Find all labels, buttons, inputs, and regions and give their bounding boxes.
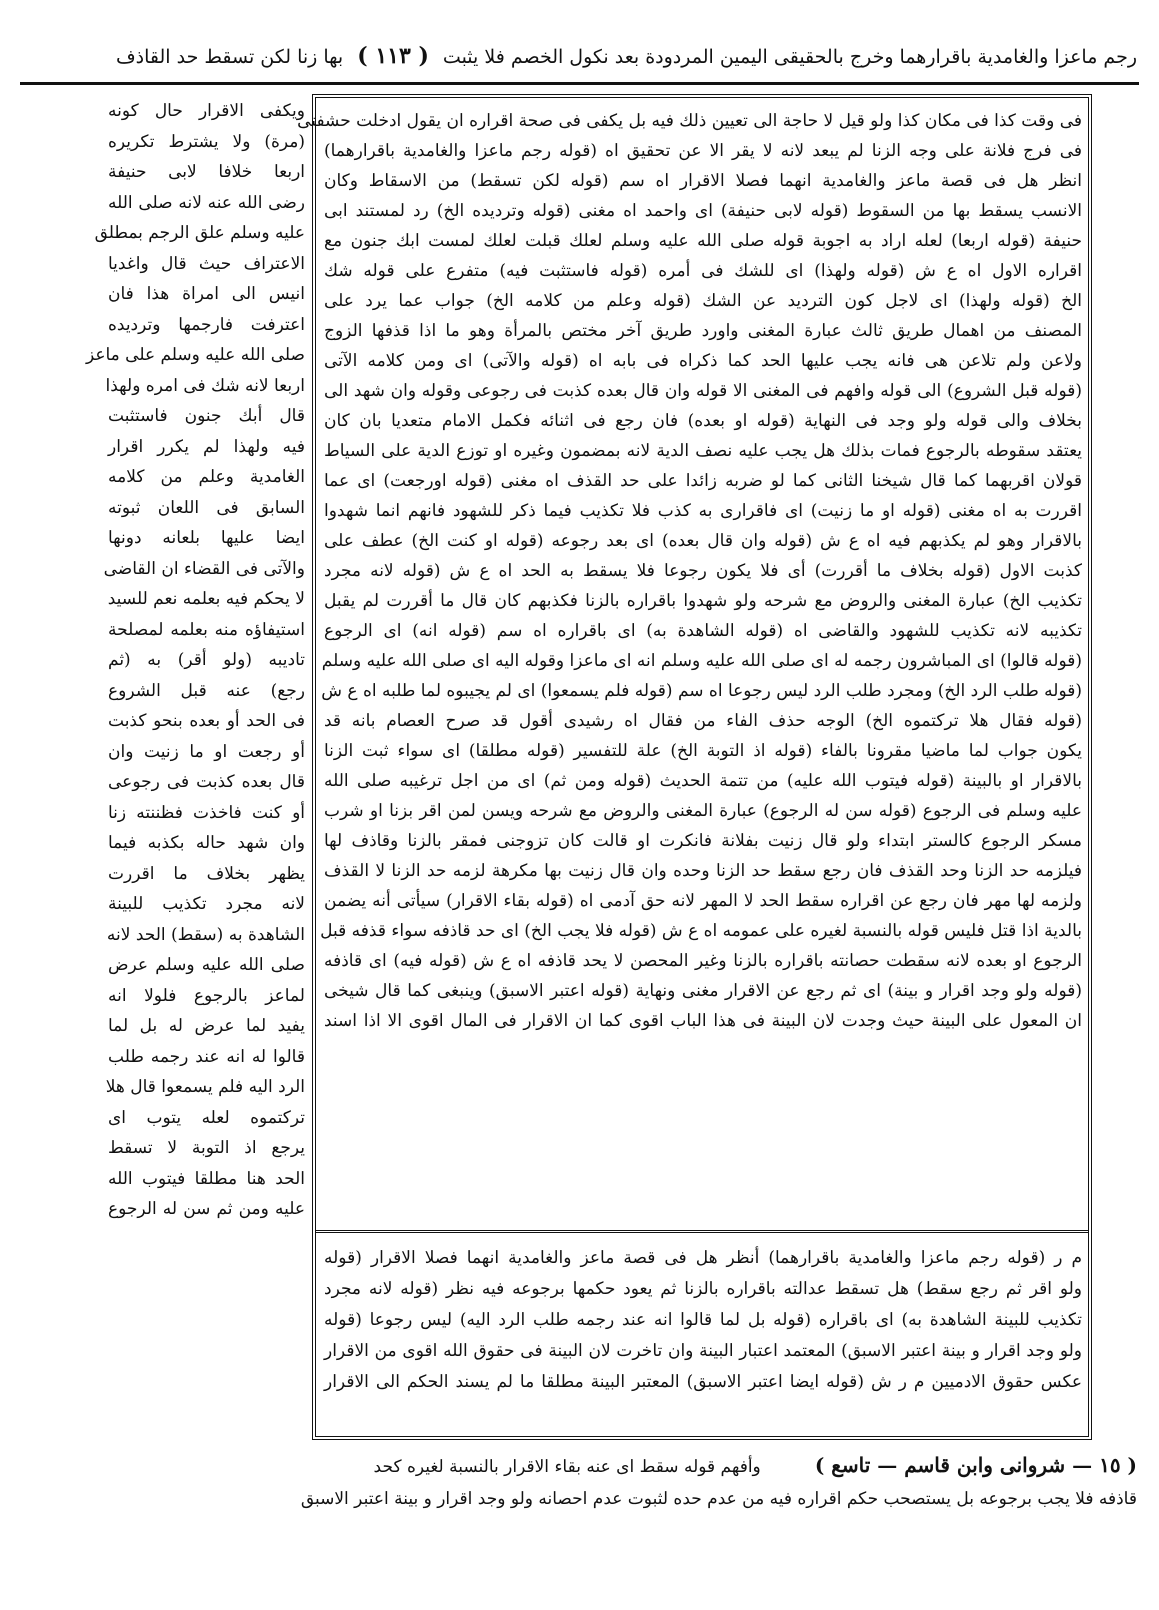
matn-line: صلى الله عليه وسلم على ماعز: [85, 345, 305, 365]
matn-line: يرجع اذ التوبة لا تسقط: [108, 1138, 305, 1158]
commentary-line: فى فرج فلانة على وجه الزنا لم يبعد لانه لا يقر الا عن تحقيق اه (قوله رجم ماعزا والغامدية باقرارهما): [324, 141, 1082, 161]
commentary-line: بخلاف والى قوله ولو وجد فى النهاية (قوله او بعده) فان رجع فى اثنائه فكمل الامام متعديا بان كان: [324, 411, 1082, 431]
commentary-line: قولان اقربهما كما قال شيخنا الثانى كما لو ضربه زائدا على حد القذف اه مغنى (قوله اورجعت) اى عما: [324, 471, 1082, 491]
matn-line: الشاهدة به (سقط) الحد لانه: [106, 924, 305, 945]
lower-note-line: عكس حقوق الادميين م ر ش (قوله ايضا اعتبر الاسبق) المعتبر البينة مطلقا ما لم يسند الحكم الى الاقرار: [324, 1372, 1082, 1392]
matn-line: قال أبك جنون فاستثبت: [108, 406, 305, 426]
matn-line: لماعز بالرجوع فلولا انه: [108, 985, 305, 1006]
commentary-line: (قوله قالوا) اى المباشرون رجمه له اى صلى الله عليه وسلم انه اى ماعزا وقوله اليه اى صلى الله عليه وسلم: [321, 651, 1082, 671]
commentary-line: المصنف من اهمال طريق ثالث عبارة المغنى واورد طريق آخر مختص بالمرأة وهو ما اذا قذفها الزوج: [324, 321, 1082, 341]
lower-note-line: تكذيب للبينة الشاهدة به) اى باقراره (قوله بل لما قالوا انه عند رجمه طلب الرد اليه) ليس رجوعا (قوله: [324, 1310, 1082, 1330]
footer-text: [22, 1448, 1137, 1568]
commentary-line: (قوله طلب الرد الخ) ومجرد طلب الرد ليس رجوعا اه سم (قوله فلم يسمعوا) اى لم يجيبوه لما طلبه اه ع ش: [321, 681, 1082, 701]
matn-line: فيه ولهذا لم يكرر اقرار: [108, 436, 305, 457]
commentary-line: اقررت به اه مغنى (قوله او ما زنيت) اى فاقرارى به كذب فلا تكذيب فيما ذكر للشهود فانهم انما شهدوا: [324, 501, 1082, 521]
lower-note-line: م ر (قوله رجم ماعزا والغامدية باقرارهما) أنظر هل فى قصة ماعز والغامدية انهما فصلا الاقرار (قوله: [324, 1248, 1082, 1268]
commentary-line: ولاعن ولم تلاعن هى فانه يجب عليها الحد كما ذكراه فى بابه اه (قوله والآتى) اى ومن كلامه الآتى: [324, 351, 1082, 371]
commentary-line: انظر هل فى قصة ماعز والغامدية انهما فصلا الاقرار اه سم (قوله لكن تسقط) من الاسقاط وكان: [324, 171, 1082, 191]
commentary-line: يكون جواب لما ماضيا مقرونا بالفاء (قوله اذ التوبة الخ) علة للتفسير (قوله مطلقا) اى سواء ثبت الزنا: [324, 741, 1082, 761]
commentary-line: عليه وسلم فى الرجوع (قوله سن له الرجوع) عبارة المغنى والروض مع شرحه ويسن لمن اقر بزنا او شرب: [324, 801, 1082, 821]
commentary-line: (قوله ولو وجد اقرار و بينة) اى ثم رجع عن الاقرار مغنى ونهاية (قوله اعتبر الاسبق) وينبغى كما قال شيخى: [324, 981, 1082, 1001]
commentary-line: الرجوع او بعده لانه سقطت حصانته باقراره بالزنا وغير المحصن لا يحد قاذفه اه ع ش (قوله فيه) اى قاذفه: [324, 951, 1082, 971]
header-right-text: رجم ماعزا والغامدية باقرارهما وخرج بالحقيقى اليمين المردودة بعد نكول الخصم فلا يثبت: [442, 46, 1137, 68]
matn-line: ايضا عليها بلعانه دونها: [108, 528, 305, 548]
commentary-line: بالاقرار وهو لم يكذبهم فيه اه ع ش (قوله وان قال بعده) اى بعد رجوعه (قوله او كنت الخ) عطف على: [324, 531, 1082, 551]
commentary-line: تكذيبه لانه تكذيب للشهود والقاضى اه (قوله الشاهدة به) اى باقراره اه سم (قوله انه) اى الرجوع: [324, 621, 1082, 641]
matn-line: السابق فى اللعان ثبوته: [108, 497, 305, 518]
commentary-line: تكذيب الخ) عبارة المغنى والروض مع شرحه ولو شهدوا باقراره بالزنا فكذبهم كان قال ما أقررت لم يقبل: [324, 591, 1082, 611]
commentary-line: (قوله قبل الشروع) الى قوله وافهم فى المغنى الا قوله وان قال بعده كذبت فى رجوعى وقوله وان شهد الى: [324, 381, 1082, 401]
commentary-line: كذبت الاول (قوله بخلاف ما أقررت) أى فلا يكون رجوعا فلا يسقط به الحد اه ع ش (قوله لانه مجرد: [324, 561, 1082, 581]
matn-line: لانه مجرد تكذيب للبينة: [108, 894, 305, 914]
matn-line: ويكفى الاقرار حال كونه: [108, 101, 305, 121]
matn-line: الحد هنا مطلقا فيتوب الله: [108, 1168, 305, 1189]
commentary-line: ولزمه لها مهر فان رجع عن اقراره سقط الحد لا المهر لانه حق آدمى اه (قوله بقاء الاقرار) سيأتى أنه يضمن: [324, 891, 1082, 911]
lower-notes: [324, 1243, 1082, 1433]
matn-line: لا يحكم فيه بعلمه نعم للسيد: [107, 589, 305, 609]
footer-matn-line-2: قاذفه فلا يجب برجوعه بل يستصحب حكم اقراره فيه من عدم حده لثبوت عدم احصانه ولو وجد اقرار و بينة اعتبر الاسبق: [300, 1489, 1137, 1509]
commentary-line: حنيفة (قوله اربعا) لعله اراد به اجوبة قوله صلى الله عليه وسلم لعلك قبلت لعلك لمست ابك جنون مع: [324, 231, 1082, 251]
matn-line: فى الحد أو بعده بنحو كذبت: [108, 711, 305, 731]
matn-line: قال بعده كذبت فى رجوعى: [108, 772, 305, 792]
matn-line: استيفاؤه منه بعلمه لمصلحة: [108, 619, 305, 640]
running-header: [22, 34, 1137, 78]
lower-note-line: ولو اقر ثم رجع سقط) هل تسقط عدالته باقراره بالزنا ثم يعود حكمها برجوعه فيه نظر (قوله لانه مجرد: [324, 1279, 1082, 1299]
commentary-line: الانسب يسقط بها من السقوط (قوله لابى حنيفة) اى واحمد اه مغنى (قوله وترديده الخ) رد لمستند ابى: [324, 201, 1082, 221]
matn-line: رضى الله عنه لانه صلى الله: [108, 192, 305, 213]
commentary-line: فيلزمه حد الزنا وحد القذف فان رجع سقط حد الزنا وحده وان قال زنيت بها مكرهة لزمه حد الزنا لا القذف: [324, 861, 1082, 881]
commentary-line: يعتقد سقوطه بالرجوع فمات بذلك هل يجب عليه نصف الدية لانه بمضمون وغيره او توزع الدية على السياط: [324, 441, 1082, 461]
commentary-line: ان المعول على البينة حيث وجدت لان البينة فى هذا الباب اقوى كما ان الاقرار فى المال اقوى الا اذا اسند: [324, 1011, 1082, 1031]
matn-line: رجع) عنه قبل الشروع: [108, 680, 305, 701]
matn-line: قالوا له انه عند رجمه طلب: [108, 1046, 305, 1067]
commentary-line: مسكر الرجوع كالستر ابتداء ولو قال زنيت بفلانة فانكرت او قالت كان تزوجنى فمقر بالزنا وقاذف لها: [324, 831, 1082, 851]
commentary-line: فى وقت كذا فى مكان كذا ولو قيل لا حاجة الى تعيين ذلك فيه بل يكفى فى صحة اقراره ان يقول ادخلت حشفتى: [297, 111, 1082, 131]
matn-line: اعترفت فارجمها وترديده: [108, 314, 305, 335]
matn-column: [85, 96, 305, 1440]
commentary-line: اقراره الاول اه ع ش (قوله ولهذا) اى للشك فى أمره (قوله فاستثبت فيه) متفرع على قوله شك: [324, 261, 1082, 281]
matn-line: تاديبه (ولو أقر) به (ثم: [108, 650, 305, 670]
matn-line: يفيد لما عرض له بل لما: [108, 1016, 305, 1036]
matn-line: والآتى فى القضاء ان القاضى: [103, 558, 305, 579]
matn-line: الغامدية وعلم من كلامه: [108, 467, 305, 487]
header-rule: [20, 82, 1139, 85]
matn-line: أو رجعت او ما زنيت وان: [108, 741, 305, 762]
matn-line: أو كنت فاخذت فظننته زنا: [108, 802, 305, 823]
matn-line: الاعتراف حيث قال واغديا: [108, 253, 305, 274]
commentary-divider: [316, 1230, 1088, 1233]
commentary-line: (قوله فقال هلا تركتموه الخ) الوجه حذف الفاء من فقال اه رشيدى أقول قد صرح العصام بانه قد: [324, 711, 1082, 731]
commentary-text: [297, 106, 1082, 1218]
header-left-text: بها زنا لكن تسقط حد القاذف: [115, 46, 344, 68]
matn-line: (مرة) ولا يشترط تكريره: [108, 131, 305, 152]
matn-line: عليه وسلم علق الرجم بمطلق: [94, 223, 305, 243]
signature-mark: ( ١٥ — شروانى وابن قاسم — تاسع ): [814, 1453, 1137, 1477]
matn-line: اربعا خلافا لابى حنيفة: [108, 162, 305, 182]
matn-line: اربعا لانه شك فى امره ولهذا: [105, 375, 305, 396]
matn-line: يظهر بخلاف ما اقررت: [108, 863, 305, 884]
commentary-line: بالدية اذا قتل فليس قوله بالنسبة لغيره على عمومه اه ع ش (قوله فلا يجب الخ) اى حد قاذفه سواء قذفه قبل: [320, 921, 1082, 941]
page-number: ( ١١٣ ): [357, 43, 429, 69]
footer-line-1: [22, 1448, 1137, 1482]
lower-note-line: ولو وجد اقرار و بينة اعتبر الاسبق) المعتمد اعتبار البينة وان تاخرت لان البينة فى حقوق الله اقوى من الاقرار: [324, 1341, 1082, 1361]
footer-matn-line-1: وأفهم قوله سقط اى عنه بقاء الاقرار بالنسبة لغيره كحد: [373, 1457, 761, 1477]
commentary-line: بالاقرار او بالبينة (قوله فيتوب الله عليه) من تتمة الحديث (قوله ومن ثم) اى من اجل ترغيبه صلى الله: [324, 771, 1082, 791]
matn-line: وان شهد حاله بكذبه فيما: [108, 833, 305, 853]
matn-line: تركتموه لعله يتوب اى: [108, 1107, 305, 1128]
commentary-line: الخ (قوله ولهذا) اى لاجل كون الترديد عن الشك (قوله وعلم من كلامه الخ) جواب عما يرد على: [324, 291, 1082, 311]
matn-line: الرد اليه فلم يسمعوا قال هلا: [105, 1077, 305, 1097]
matn-line: صلى الله عليه وسلم عرض: [108, 955, 305, 975]
matn-line: انيس الى امراة هذا فان: [108, 284, 305, 304]
matn-line: عليه ومن ثم سن له الرجوع: [108, 1199, 305, 1219]
